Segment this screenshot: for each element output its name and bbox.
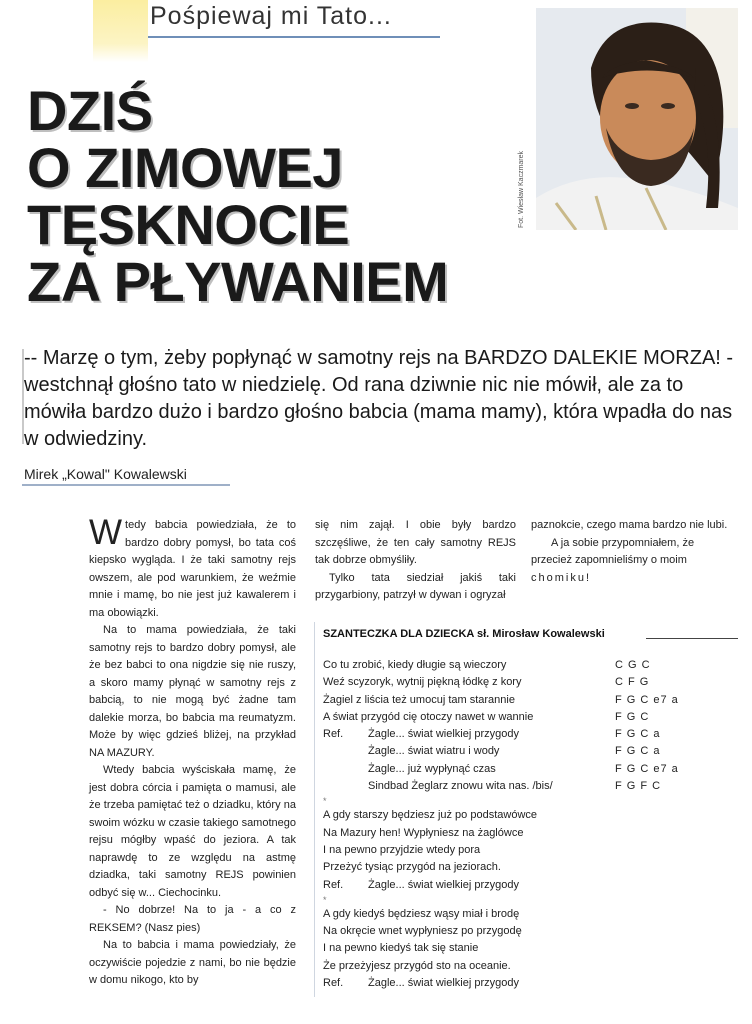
chord-symbols: F G F C [615,780,662,793]
lyric-text: Przeżyć tysiąc przygód na jeziorach. [323,861,501,874]
title-line-4: ZA PŁYWANIEM [27,250,449,313]
drop-cap: W [89,513,123,552]
song-line [323,877,743,894]
body-paragraph: A ja sobie przypomniałem, że przecież zapomnieliśmy o moim chomiku! [531,536,695,584]
refrain-label: Ref. [323,728,344,741]
song-line [323,906,743,923]
author-photo [536,8,738,230]
body-paragraph: Wtedy babcia powiedziała, że to bardzo dobry pomysł, bo tata coś kiepsko wygląda. I że taki samotny rejs owszem, ale pod warunkiem, że weźmie mnie i mamę, bo nie jest już kawalerem i ma obowiązki. [89,513,296,619]
lyric-text: Co tu zrobić, kiedy długie są wieczory [323,659,507,671]
body-column-1 [89,513,296,990]
refrain-label: Ref. [323,878,344,891]
verse-separator: * [323,894,327,905]
chord-symbols: F G C a [615,745,661,758]
song-title-rule [646,638,738,639]
song-line [323,859,743,876]
song-line [323,940,743,957]
lyric-text: A gdy starszy będziesz już po podstawówce [323,809,538,822]
chord-symbols: C G C [615,659,651,671]
lyric-text: Na Mazury hen! Wypłyniesz na żaglówce [323,826,524,839]
song-line [323,825,743,842]
series-heading: Pośpiewaj mi Tato... [150,2,392,30]
body-paragraph: Tylko tata siedział jakiś taki przygarbiony, patrzył w dywan i ogryzał [315,571,516,601]
song-line [323,761,743,778]
lyric-text: Żagle... świat wielkiej przygody [368,728,520,741]
body-paragraph: Na to mama powiedziała, że taki samotny rejs to bardzo dobry pomysł, ale że bez babci to ona nigdzie się nie ruszy, a skoro mamy płynąć w samotny rejs z babcią, to nie mogą być żadne tam dalekie morza, bo babcia ma reumatyzm. Może by więc gdzieś bliżej, na przykład NA MAZURY. [89,624,296,759]
lyric-text: Sindbad Żeglarz znowu wita nas. /bis/ [368,780,553,793]
lyric-text: A gdy kiedyś będziesz wąsy miał i brodę [323,907,520,920]
lyric-text: I na pewno przyjdzie wtedy pora [323,843,481,856]
song-lyrics [323,657,743,992]
byline: Mirek „Kowal" Kowalewski [24,466,187,482]
title-line-2: O ZIMOWEJ [27,136,343,199]
chord-symbols: F G C a [615,728,661,741]
body-paragraph: - No dobrze! Na to ja - a co z REKSEM? (Nasz pies) [89,904,296,934]
spaced-word: chomiku! [531,571,592,584]
lyric-text: Żagiel z liścia też umocuj tam starannie [323,693,515,706]
song-line [323,674,743,691]
title-line-1: DZIŚ [27,79,153,142]
song-line [323,807,743,824]
lyric-text: A świat przygód cię otoczy nawet w wannie [323,710,534,723]
body-column-2 [315,517,516,605]
lyric-text: Żagle... świat wielkiej przygody [368,878,520,891]
song-line [323,692,743,709]
chord-symbols: F G C e7 a [615,693,679,706]
song-line [323,726,743,743]
lyric-text: I na pewno kiedyś tak się stanie [323,942,479,955]
song-line [323,778,743,795]
song-line [323,975,743,992]
refrain-label: Ref. [323,977,344,990]
lyric-text: Na okręcie wnet wypłyniesz po przygodę [323,925,522,938]
song-line [323,709,743,726]
song-title: SZANTECZKA DLA DZIECKA sł. Mirosław Kowalewski [323,628,605,640]
body-paragraph: paznokcie, czego mama bardzo nie lubi. [531,519,728,531]
song-line [323,923,743,940]
series-underline [148,36,440,38]
song-line [323,657,743,674]
lyric-text: Żagle... świat wiatru i wody [368,745,500,758]
chord-symbols: C F G [615,676,650,689]
body-paragraph: się nim zajął. I obie były bardzo szczęśliwe, że ten cały samotny REJS tak dobrze obmyśliły. [315,519,516,566]
body-column-3 [531,517,736,587]
photo-credit: Fot. Wiesław Kaczmarek [518,150,525,228]
lyric-text: Żagle... świat wielkiej przygody [368,977,520,990]
article-title [27,79,449,313]
song-line [323,842,743,859]
body-paragraph: Wtedy babcia wyściskała mamę, że jest dobra córcia i pamięta o mamusi, ale że trzeba pamiętać też o dziadku, który na swoim wózku w czasie takiego samotnego rejsu mógłby wpaść do jeziora. A tak naprawdę to ze względu na astmę dziadka, taki samotny REJS powinien odbyć się w... Ciechocinku. [89,764,296,899]
verse-separator: * [323,796,327,807]
lyric-text: Weź scyzoryk, wytnij piękną łódkę z kory [323,676,522,689]
song-line [323,958,743,975]
body-paragraph: Na to babcia i mama powiedziały, że oczywiście pojedzie z nami, bo nie będzie w domu nikogo, kto by [89,939,296,986]
lead-paragraph: -- Marzę o tym, żeby popłynąć w samotny rejs na BARDZO DALEKIE MORZA! - westchnął głośno tato w niedzielę. Od rana dziwnie nic nie mówił, ale za to mówiła bardzo dużo i bardzo głośno babcia (mama mamy), która wpadła do nas w odwiedziny. [24,347,734,450]
yellow-accent-block [93,0,148,62]
chord-symbols: F G C e7 a [615,762,679,775]
portrait-illustration [536,8,738,230]
chord-symbols: F G C [615,710,650,723]
lyric-text: Że przeżyjesz przygód sto na oceanie. [323,959,511,972]
lyric-text: Żagle... już wypłynąć czas [368,762,496,775]
song-line [323,743,743,760]
song-margin-bar [314,622,315,997]
byline-underline [22,484,230,486]
title-line-3: TĘSKNOCIE [27,193,350,256]
